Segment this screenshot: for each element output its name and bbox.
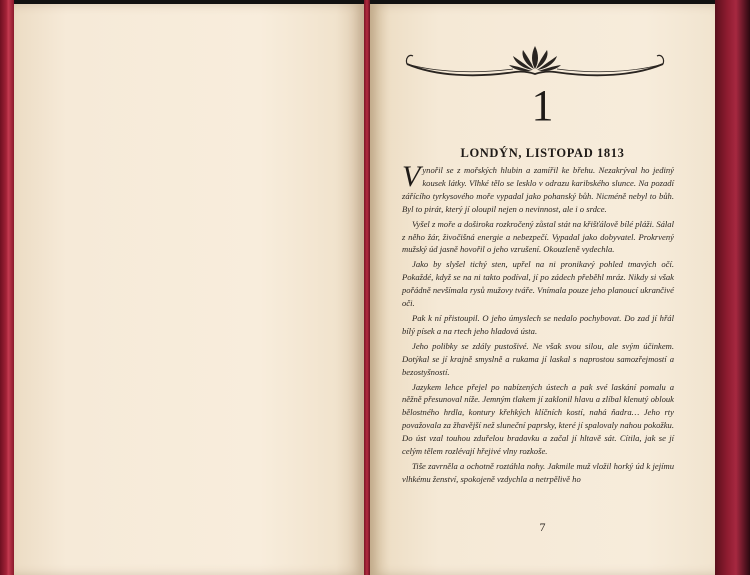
chapter-title: LONDÝN, LISTOPAD 1813 [460, 146, 625, 160]
paragraph-5: Jeho polibky se zdály pustošivé. Ne však svou silou, ale svým účinkem. Dotýkal se jí krajně smyslně a rukama jí laskal s naprostou samozřejmostí a bezostyšností. [402, 340, 674, 377]
paragraph-7: Tiše zavrněla a ochotně roztáhla nohy. Jakmile muž vložil horký úd k jejímu vlhkému ženství, spokojeně vzdychla a netrpělivě ho [402, 460, 674, 484]
cover-binding-left [0, 0, 14, 575]
paragraph-2: Vyšel z moře a doširoka rozkročený zůstal stát na křišťálově bílé pláži. Sálal z něho žár, živočišná energie a nebezpečí. Vypadal jako dobyvatel. Prokrvený mužský úd jasně hovořil o jeho vzrušení. Okouzleně vydechla. [402, 218, 674, 255]
paragraph-4: Pak k ní přistoupil. O jeho úmyslech se nedalo pochybovat. Do zad jí hřál bílý písek a na rtech jeho hladová ústa. [402, 312, 674, 336]
chapter-number: 1 [531, 81, 554, 130]
drop-cap: V [402, 160, 421, 193]
paragraph-1: Vynořil se z mořských hlubin a zamířil ke břehu. Nezakrýval ho jediný kousek látky. Vlhké tělo se lesklo v odrazu karibského slunce. Na pozadí zářícího tyrkysového moře vypadal jako pohanský bůh. Nicméně nebyl to bůh. Byl to pirát, který jí oloupil nejen o nevinnost, ale i o srdce. [402, 160, 674, 214]
cover-binding-right [715, 0, 750, 575]
page-number: 7 [539, 520, 546, 534]
chapter-body-text [402, 160, 674, 488]
paragraph-6: Jazykem lehce přejel po nabízených ústech a pak své laskání pomalu a něžně přesunoval níže. Jemným tlakem jí zaklonil hlavu a zlíbal klenutý oblouk bělostného hrdla, kontury křehkých klíčních kostí, nahá ňadra… Jeho rty považovala za žhavější než sluneční paprsky, které jí spalovaly nahou pokožku. Do úst vzal touhou zduřelou bradavku a začal jí hltavě sát. Cítila, jak se jí celým tělem rozlévají hřejivé vlny rozkoše. [402, 381, 674, 457]
left-page-blank [14, 4, 364, 575]
paragraph-3: Jako by slyšel tichý sten, upřel na ni pronikavý pohled tmavých očí. Pokaždé, když se na ni takto podíval, jí po zádech přeběhl mráz. Nikdy si však pořádně nevšímala rysů mužovy tváře. Vnímala pouze jeho planoucí ukrančivé oči. [402, 259, 674, 309]
